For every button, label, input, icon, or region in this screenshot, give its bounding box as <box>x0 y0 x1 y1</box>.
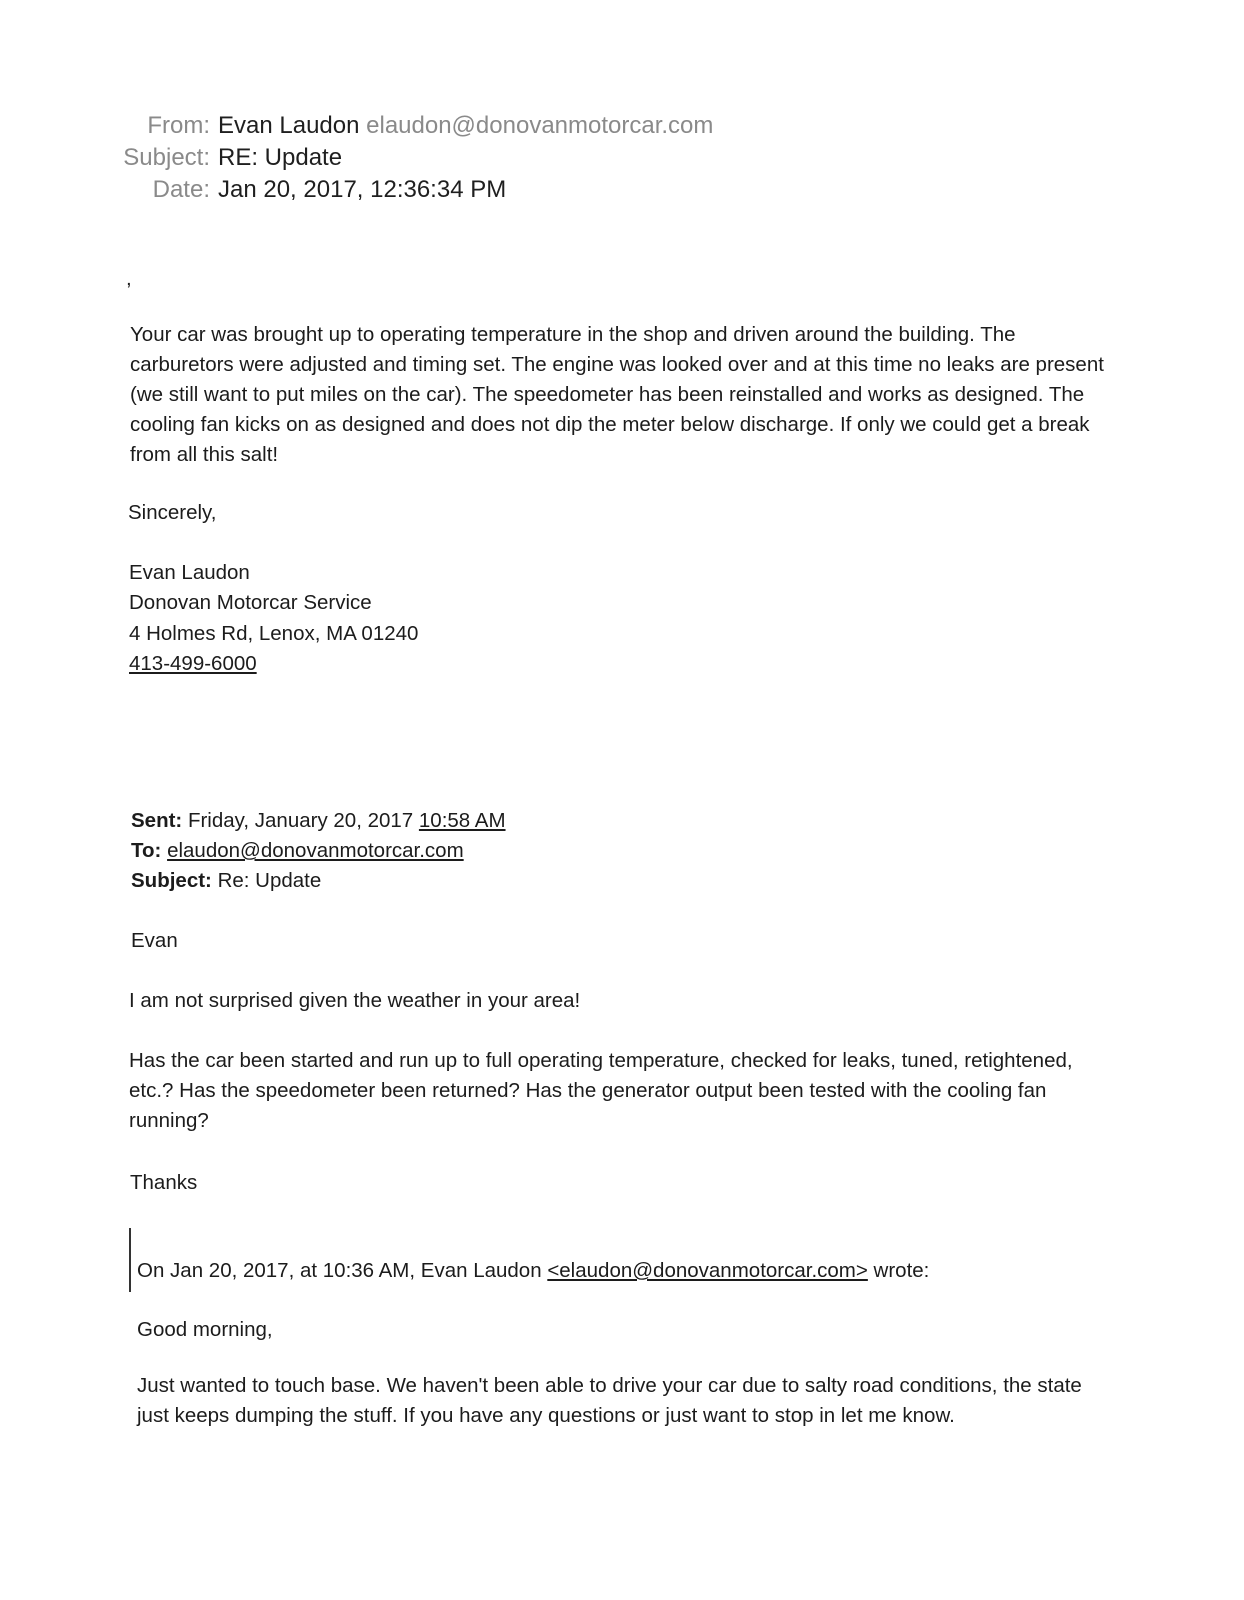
fwd-subject-row <box>131 866 321 896</box>
fwd-greeting: Evan <box>131 929 178 952</box>
fwd-subject-value: Re: Update <box>217 869 322 892</box>
date-value: Jan 20, 2017, 12:36:34 PM <box>218 176 507 203</box>
reply-closing: Sincerely, <box>128 501 217 524</box>
reply-body: Your car was brought up to operating temperature in the shop and driven around the building. The carburetors were adjusted and timing set. The engine was looked over and at this time no leaks are present (we still want to put miles on the car). The speedometer has been reinstalled and works as designed. The cooling fan kicks on as designed and does not dip the meter below discharge. If only we could get a break from all this salt! <box>130 323 1104 466</box>
to-email-link[interactable]: elaudon@donovanmotorcar.com <box>167 839 464 862</box>
quote-attribution-suffix: wrote: <box>867 1259 930 1282</box>
quote-attribution <box>137 1256 929 1286</box>
signature-name: Evan Laudon <box>129 561 250 584</box>
reply-greeting: , <box>126 267 132 290</box>
subject-row <box>100 142 342 174</box>
from-label: From: <box>147 112 210 139</box>
from-row <box>100 110 713 142</box>
sent-row <box>131 806 506 836</box>
quote-email-link[interactable]: <elaudon@donovanmotorcar.com> <box>547 1259 868 1282</box>
fwd-line2: Has the car been started and run up to full operating temperature, checked for leaks, tuned, retightened, etc.? Has the speedometer been returned? Has the generator output been tested with the cooling fan running? <box>129 1049 1073 1132</box>
fwd-line1: I am not surprised given the weather in your area! <box>129 989 581 1012</box>
signature-address: 4 Holmes Rd, Lenox, MA 01240 <box>129 622 419 645</box>
fwd-subject-label: Subject: <box>131 869 212 892</box>
sent-label: Sent: <box>131 809 183 832</box>
to-row <box>131 836 464 866</box>
date-row <box>100 174 506 206</box>
from-name: Evan Laudon <box>218 112 360 139</box>
to-label: To: <box>131 839 162 862</box>
quote-greeting: Good morning, <box>137 1318 273 1341</box>
subject-label: Subject: <box>123 144 210 171</box>
sent-value: Friday, January 20, 2017 <box>187 809 414 832</box>
fwd-closing: Thanks <box>130 1171 198 1194</box>
quote-body: Just wanted to touch base. We haven't been able to drive your car due to salty road conditions, the state just keeps dumping the stuff. If you have any questions or just want to stop in let me know. <box>137 1374 1082 1427</box>
date-label: Date: <box>152 176 210 203</box>
signature-phone-link[interactable]: 413-499-6000 <box>129 652 257 675</box>
subject-value: RE: Update <box>218 144 343 171</box>
from-email: elaudon@donovanmotorcar.com <box>366 112 714 139</box>
quote-bar <box>129 1228 131 1292</box>
signature-company: Donovan Motorcar Service <box>129 591 372 614</box>
sent-time: 10:58 AM <box>418 809 506 832</box>
quote-attribution-prefix: On Jan 20, 2017, at 10:36 AM, Evan Laudon <box>137 1259 548 1282</box>
